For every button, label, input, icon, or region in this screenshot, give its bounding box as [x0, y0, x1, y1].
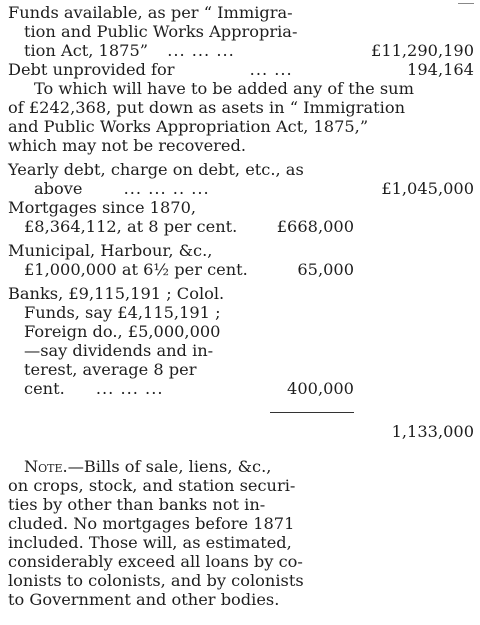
note-line-5: included. Those will, as estimated,	[8, 533, 292, 552]
funds-line-2: tion and Public Works Appropria-	[24, 22, 298, 41]
mortgages-line-1: Mortgages since 1870,	[8, 198, 197, 217]
banks-line-6	[24, 380, 164, 399]
note-line-4: cluded. No mortgages before 1871	[8, 514, 295, 533]
funds-line-3-label: tion Act, 1875”	[24, 41, 149, 60]
top-rule	[458, 0, 474, 4]
paragraph-line-3: and Public Works Appropriation Act, 1875,”	[8, 117, 369, 136]
note-line-1-text: —Bills of sale, liens, &c.,	[67, 457, 272, 476]
debt-label: Debt unprovided for	[8, 60, 175, 79]
debt-line	[8, 61, 293, 80]
note-line-2: on crops, stock, and station securi-	[8, 476, 296, 495]
municipal-line-1: Municipal, Harbour, &c.,	[8, 241, 213, 260]
yearly-label: above	[34, 179, 83, 198]
mortgages-line-2: £8,364,112, at 8 per cent.	[24, 217, 238, 236]
subtotal-amount: 1,133,000	[391, 422, 474, 441]
municipal-amount: 65,000	[297, 260, 354, 279]
banks-line-4: —say dividends and in-	[24, 341, 214, 360]
yearly-leader-dots: ... ... .. ...	[123, 179, 210, 198]
note-line-1	[24, 458, 271, 477]
municipal-line-2: £1,000,000 at 6½ per cent.	[24, 260, 248, 279]
paragraph-line-1: To which will have to be added any of the sum	[34, 79, 414, 98]
yearly-amount: £1,045,000	[381, 179, 474, 198]
debt-leader-dots: ... ...	[249, 60, 293, 79]
sum-rule	[270, 412, 354, 413]
debt-amount: 194,164	[407, 60, 474, 79]
banks-cent-label: cent.	[24, 379, 65, 398]
note-line-3: ties by other than banks not in-	[8, 495, 266, 514]
note-line-8: to Government and other bodies.	[8, 590, 280, 609]
note-heading: Note.	[24, 457, 68, 476]
funds-amount: £11,290,190	[371, 41, 474, 60]
banks-line-5: terest, average 8 per	[24, 360, 197, 379]
mortgages-amount: £668,000	[276, 217, 354, 236]
banks-line-3: Foreign do., £5,000,000	[24, 322, 221, 341]
funds-line-1: Funds available, as per “ Immigra-	[8, 3, 293, 22]
yearly-line-1: Yearly debt, charge on debt, etc., as	[8, 160, 304, 179]
funds-line-3	[24, 42, 235, 61]
paragraph-line-4: which may not be recovered.	[8, 136, 246, 155]
banks-line-1: Banks, £9,115,191 ; Colol.	[8, 284, 225, 303]
banks-leader-dots: ... ... ...	[95, 379, 164, 398]
banks-amount: 400,000	[287, 379, 354, 398]
funds-leader-dots: ... ... ...	[167, 41, 235, 60]
banks-line-2: Funds, say £4,115,191 ;	[24, 303, 221, 322]
paragraph-line-2: of £242,368, put down as asets in “ Immigration	[8, 98, 406, 117]
note-line-6: considerably exceed all loans by co-	[8, 552, 303, 571]
note-line-7: lonists to colonists, and by colonists	[8, 571, 304, 590]
yearly-line-2	[34, 180, 210, 199]
